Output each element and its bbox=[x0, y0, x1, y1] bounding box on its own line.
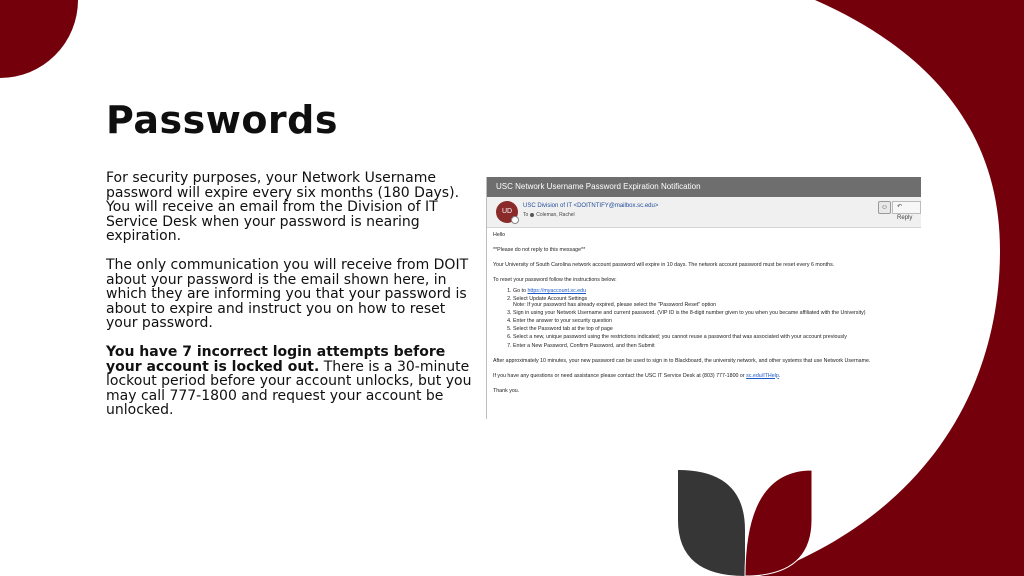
list-item: 7. Enter a New Password, Confirm Password, and then Submit bbox=[513, 343, 915, 349]
paragraph-expiration: For security purposes, your Network Username password will expire every six months (180 Days). You will receive an email from the Division of IT Service Desk when your password is nearing expiration. bbox=[106, 170, 460, 245]
presence-dot-icon bbox=[511, 216, 519, 224]
corner-circle-shape bbox=[0, 0, 78, 78]
list-item: 3. Sign in using your Network Username and current password. (VIP ID is the 8-digit number given to you when you became affiliated with the University) bbox=[513, 310, 915, 316]
lockout-detail-text: There is a 30-minute lockout period before your account unlocks, but you may call 777-1800 and request your account be unlocked. bbox=[106, 358, 472, 419]
leaf-dark-shape bbox=[678, 470, 745, 576]
email-thanks: Thank you. bbox=[493, 387, 520, 394]
emoji-icon[interactable]: ☺ bbox=[878, 201, 891, 214]
lockout-bold-text: You have 7 incorrect login attempts before your account is locked out. bbox=[106, 343, 446, 375]
list-item: 6. Select a new, unique password using the restrictions indicated; you cannot reuse a password that was associated with your account previously bbox=[513, 334, 915, 340]
email-screenshot bbox=[486, 177, 921, 419]
email-after-line: After approximately 10 minutes, your new password can be used to sign in to Blackboard, the university network, and other systems that use Network Username. bbox=[493, 357, 871, 364]
email-notice: **Please do not reply to this message** bbox=[493, 247, 586, 253]
email-body bbox=[487, 228, 921, 407]
contact-suffix: . bbox=[778, 372, 781, 379]
contact-text: If you have any questions or need assistance please contact the USC IT Service Desk at (803) 777-1800 or bbox=[493, 372, 747, 379]
list-item: 5. Select the Password tab at the top of page bbox=[513, 326, 915, 332]
list-item bbox=[513, 288, 915, 294]
avatar: UD bbox=[496, 201, 518, 223]
paragraph-lockout bbox=[106, 345, 478, 418]
step2-note: Note: If your password has already expired, please select the "Password Reset" option bbox=[513, 302, 717, 309]
email-expire-line: Your University of South Carolina network account password will expire in 10 days. The network account password must be reset every 6 months. bbox=[493, 262, 835, 268]
reply-label: Reply bbox=[897, 215, 913, 221]
recipient-dot-icon bbox=[530, 213, 534, 217]
recipient-name: Coleman, Rachel bbox=[536, 212, 575, 218]
email-sender: USC Division of IT <DOITNTIFY@mailbox.sc.edu> bbox=[523, 203, 659, 209]
page-title: Passwords bbox=[106, 98, 338, 142]
list-item bbox=[513, 296, 915, 308]
ithelp-link[interactable]: sc.edu/ITHelp bbox=[746, 372, 779, 379]
reply-button[interactable]: ↶ Reply bbox=[892, 201, 921, 214]
step2-text: Select Update Account Settings bbox=[513, 296, 588, 303]
email-header bbox=[487, 197, 921, 228]
list-item: 4. Enter the answer to your security question bbox=[513, 318, 915, 324]
email-instructions-intro: To reset your password follow the instructions below: bbox=[493, 277, 617, 283]
email-contact-line bbox=[493, 373, 915, 379]
slide-body bbox=[106, 171, 478, 432]
step1-text: Go to bbox=[513, 288, 528, 294]
email-recipient-line bbox=[523, 212, 575, 218]
email-greeting: Hello bbox=[493, 232, 506, 238]
paragraph-communication: The only communication you will receive from DOIT about your password is the email shown here, in which they are informing you that your password is about to expire and instruct you on how to reset your password. bbox=[106, 256, 469, 332]
myaccount-link[interactable]: https://myaccount.sc.edu bbox=[527, 288, 587, 294]
to-label: To bbox=[523, 212, 529, 218]
email-subject: USC Network Username Password Expiration Notification bbox=[487, 177, 921, 197]
email-steps-list bbox=[493, 288, 915, 349]
